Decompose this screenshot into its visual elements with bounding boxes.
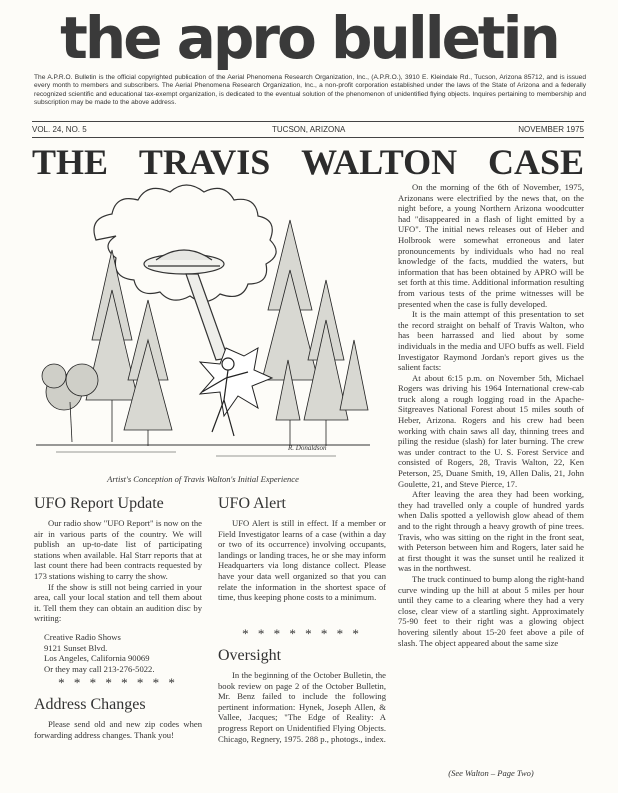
address-changes-heading: Address Changes — [34, 696, 146, 713]
address-line: 9121 Sunset Blvd. — [44, 642, 108, 653]
address-changes-paragraph: Please send old and new zip codes when forwarding address changes. Thank you! — [34, 719, 202, 740]
issue-date: NOVEMBER 1975 — [518, 125, 584, 134]
address-changes-body — [34, 719, 202, 740]
mailing-address — [44, 632, 204, 674]
story-paragraph: On the morning of the 6th of November, 1975, Arizonans were electrified by the news that, on the night before, a young Northern Arizona woodcutter had "disappeared in a flash of light emitted by a UFO". The initial news releases out of Heber and Holbrook were somewhat erroneous and later pronouncements by individuals who had no real knowledge of the facts, muddied the waters, but information that has been obtained by APRO will be set forth at this time. Additional information resulting from various tests of the prime witnesses will be presented when the case is fully developed. — [398, 182, 584, 309]
ufo-alert-heading: UFO Alert — [218, 495, 286, 512]
ufo-report-paragraph: If the show is still not being carried in your area, call your local station and tell them about it. Tell them they can obtain an audition disc by writing: — [34, 581, 202, 624]
ufo-alert-paragraph: UFO Alert is still in effect. If a member or Field Investigator learns of a case (within a day or two of its occurrence) involving occupants, landings or landing traces, he or she may inform Headquarters via long distance collect. Please have your data well organized so that you can relate the information in the shortest space of time, thus keeping phone costs to a minimum. — [218, 518, 386, 603]
ufo-report-heading: UFO Report Update — [34, 495, 164, 512]
ufo-alert-body — [218, 518, 386, 603]
artist-signature: R. Donaldson — [288, 444, 327, 452]
story-paragraph: The truck continued to bump along the right-hand curve winding up the hill at about 5 miles per hour until they came to a clearing where they had a very close, clear view of a startling sight. Approximately 75-90 feet to their right was a glowing object hovering silently about 15-20 feet above a pile of slash. The object appeared about the same size — [398, 573, 584, 648]
volume-number: VOL. 24, NO. 5 — [32, 125, 87, 134]
address-line: Creative Radio Shows — [44, 632, 121, 642]
dateline-place: TUCSON, ARIZONA — [272, 125, 346, 134]
story-paragraph: It is the main attempt of this presentation to set the record straight on behalf of Travis Walton, who has been harrassed and lied about by some individuals in the media and UFO buffs as well. Field Investigator Raymond Jordan's report gives us the salient facts: — [398, 309, 584, 373]
rule-bottom — [32, 137, 584, 138]
ufo-report-paragraph: Our radio show "UFO Report" is now on the air in various parts of the country. We will publish an up-to-date list of participating stations when available. Hal Starr reports that at last count there had been contracts requested by 173 stations wishing to carry the show. — [34, 518, 202, 581]
address-line: Or they may call 213-276-5022. — [44, 663, 155, 674]
headline-word: TRAVIS — [138, 142, 271, 182]
separator-stars: * * * * * * * * — [58, 675, 178, 690]
illustration — [36, 180, 370, 470]
masthead-title: the apro bulletin — [60, 4, 558, 72]
oversight-paragraph: In the beginning of the October Bulletin, the book review on page 2 of the October Bulletin, Mr. Benz failed to include the following pertinent information: Hynek, Joseph Allen, & Vallee, Jacques; "The Edge of Reality: A progress Report on Unidentified Flying Objects. Chicago, Regnery, 1975. 288 p., photogs., index. — [218, 670, 386, 744]
continued-note: (See Walton – Page Two) — [448, 768, 534, 778]
headline-word: CASE — [487, 142, 584, 182]
ufo-report-body — [34, 518, 202, 624]
rule-top — [32, 121, 584, 122]
oversight-heading: Oversight — [218, 647, 282, 664]
headline-word: THE — [32, 142, 109, 182]
story-paragraph: After leaving the area they had been working, they had travelled only a couple of hundred yards when Dalis spotted a yellowish glow ahead of them and to the right through a heavy growth of pine trees. Travis, who was sitting on the right in the front seat, with Peterson between him and Rogers, later said he at first thought it was the sunset until he realized it was in the northwest. — [398, 489, 584, 574]
headline — [32, 142, 584, 182]
oversight-body — [218, 670, 386, 744]
artist-conception-illustration — [36, 180, 370, 470]
story-paragraph: At about 6:15 p.m. on November 5th, Michael Rogers was driving his 1964 International crew-cab truck along a rough logging road in the Apache-Sitgreaves National Forest about 15 miles south of Heber, Arizona. Rogers and his crew had been working with chain saws all day, thinning trees and piling the residue (slash) for later burning. The crew was under contract to the U. S. Forest Service and consisted of Rogers, 28, Travis Walton, 22, Ken Peterson, 25, Duane Smith, 19, Allen Dalis, 21, John Goulette, 21, and Steve Pierce, 17. — [398, 372, 584, 489]
main-story — [398, 182, 584, 648]
illustration-caption: Artist's Conception of Travis Walton's Initial Experience — [107, 474, 299, 484]
masthead-intro: The A.P.R.O. Bulletin is the official copyrighted publication of the Aerial Phenomena Research Organization, Inc., (A.P.R.O.), 3910 E. Kleindale Rd., Tucson, Arizona 85712, and is issued every month to members and subscribers. The Aerial Phenomena Research Organization, Inc., a non-profit corporation established under the laws of the State of Arizona and a federally recognized scientific and educational tax-exempt organization, is dedicated to the eventual solution of the phenomenon of unidentified flying objects. Inquires pertaining to membership and subscription may be made to the above address. — [34, 74, 586, 107]
headline-word: WALTON — [301, 142, 458, 182]
separator-stars: * * * * * * * * — [242, 626, 362, 641]
address-line: Los Angeles, California 90069 — [44, 653, 150, 664]
